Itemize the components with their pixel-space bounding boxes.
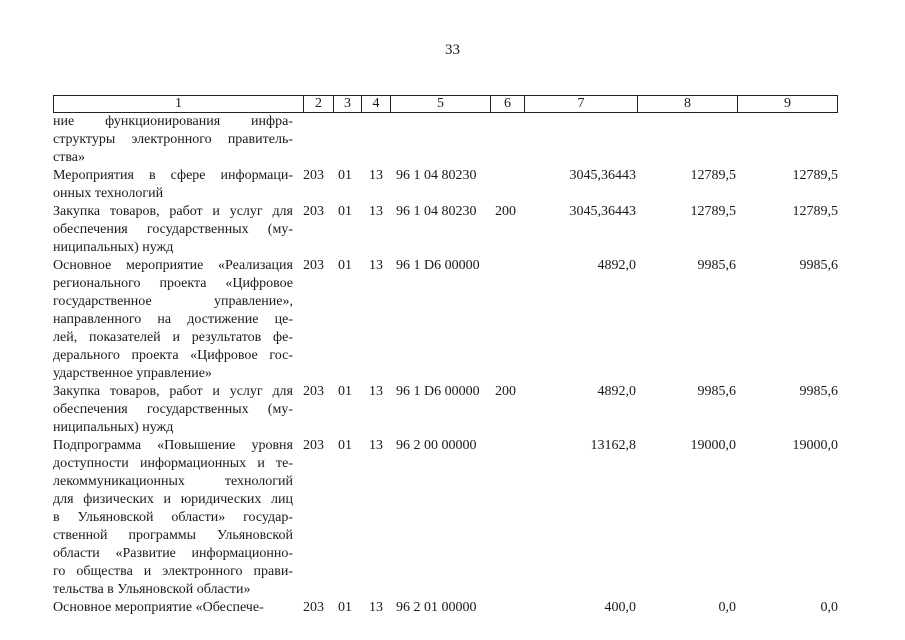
cell-c8: 12789,5: [690, 168, 736, 183]
cell-c4: 13: [369, 438, 383, 453]
description-line: Основное мероприятие «Реализация: [53, 258, 293, 273]
cell-c5: 96 1 D6 00000: [396, 384, 480, 399]
description-line: обеспечения государственных (му-: [53, 222, 293, 237]
header-col-9: 9: [737, 96, 837, 112]
description-line: регионального проекта «Цифровое: [53, 276, 293, 291]
header-col-6: 6: [490, 96, 524, 112]
description-line: лекоммуникационных технологий: [53, 474, 293, 489]
description-line: области «Развитие информационно-: [53, 546, 293, 561]
description-line: онных технологий: [53, 186, 164, 201]
header-col-1: 1: [175, 96, 182, 111]
description-line: Мероприятия в сфере информаци-: [53, 168, 293, 183]
description-line: ниципальных) нужд: [53, 420, 174, 435]
description-line: Основное мероприятие «Обеспече-: [53, 600, 264, 615]
cell-c9: 9985,6: [799, 258, 838, 273]
cell-c8: 12789,5: [690, 204, 736, 219]
description-line: обеспечения государственных (му-: [53, 402, 293, 417]
cell-c8: 9985,6: [697, 384, 736, 399]
table-body: [53, 113, 853, 617]
cell-c7: 4892,0: [597, 384, 636, 399]
table-row: [53, 599, 853, 617]
cell-c4: 13: [369, 384, 383, 399]
description-line: структуры электронного правитель-: [53, 132, 293, 147]
cell-c6: 200: [495, 204, 516, 219]
header-col-7: 7: [524, 96, 637, 112]
cell-c3: 01: [338, 438, 352, 453]
row-description: [53, 167, 293, 203]
table-header: [53, 95, 838, 113]
cell-c3: 01: [338, 168, 352, 183]
table-row: [53, 167, 853, 203]
cell-c2: 203: [303, 204, 324, 219]
cell-c2: 203: [303, 438, 324, 453]
cell-c4: 13: [369, 258, 383, 273]
cell-c7: 400,0: [604, 600, 636, 615]
row-description: [53, 599, 293, 617]
description-line: ственной программы Ульяновской: [53, 528, 293, 543]
description-line: ниципальных) нужд: [53, 240, 174, 255]
row-description: [53, 113, 293, 167]
cell-c4: 13: [369, 168, 383, 183]
cell-c5: 96 1 04 80230: [396, 168, 477, 183]
header-col-2: 2: [303, 96, 333, 112]
cell-c5: 96 1 04 80230: [396, 204, 477, 219]
cell-c9: 9985,6: [799, 384, 838, 399]
cell-c4: 13: [369, 600, 383, 615]
description-line: доступности информационных и те-: [53, 456, 293, 471]
cell-c9: 0,0: [820, 600, 838, 615]
cell-c6: 200: [495, 384, 516, 399]
page-number: 33: [445, 42, 460, 58]
cell-c8: 9985,6: [697, 258, 736, 273]
table-row: [53, 203, 853, 257]
description-line: тельства в Ульяновской области»: [53, 582, 251, 597]
description-line: дерального проекта «Цифровое гос-: [53, 348, 293, 363]
row-description: [53, 383, 293, 437]
cell-c3: 01: [338, 384, 352, 399]
cell-c9: 12789,5: [792, 204, 838, 219]
description-line: Закупка товаров, работ и услуг для: [53, 204, 293, 219]
cell-c7: 3045,36443: [569, 168, 636, 183]
description-line: ние функционирования инфра-: [53, 114, 293, 129]
cell-c5: 96 2 01 00000: [396, 600, 477, 615]
cell-c2: 203: [303, 600, 324, 615]
row-description: [53, 257, 293, 383]
cell-c3: 01: [338, 600, 352, 615]
cell-c3: 01: [338, 258, 352, 273]
table-row: [53, 437, 853, 599]
description-line: государственное управление»,: [53, 294, 293, 309]
cell-c8: 0,0: [718, 600, 736, 615]
cell-c9: 19000,0: [792, 438, 838, 453]
header-col-3: 3: [333, 96, 361, 112]
cell-c2: 203: [303, 258, 324, 273]
cell-c3: 01: [338, 204, 352, 219]
cell-c9: 12789,5: [792, 168, 838, 183]
description-line: направленного на достижение це-: [53, 312, 293, 327]
description-line: ударственное управление»: [53, 366, 212, 381]
cell-c8: 19000,0: [690, 438, 736, 453]
table-row: [53, 383, 853, 437]
cell-c5: 96 1 D6 00000: [396, 258, 480, 273]
cell-c2: 203: [303, 168, 324, 183]
cell-c2: 203: [303, 384, 324, 399]
table-row: [53, 113, 853, 167]
description-line: для физических и юридических лиц: [53, 492, 293, 507]
description-line: Подпрограмма «Повышение уровня: [53, 438, 293, 453]
cell-c7: 4892,0: [597, 258, 636, 273]
description-line: Закупка товаров, работ и услуг для: [53, 384, 293, 399]
description-line: лей, показателей и результатов фе-: [53, 330, 293, 345]
description-line: го общества и электронного прави-: [53, 564, 293, 579]
header-col-8: 8: [637, 96, 737, 112]
header-col-5: 5: [390, 96, 490, 112]
cell-c4: 13: [369, 204, 383, 219]
row-description: [53, 203, 293, 257]
cell-c5: 96 2 00 00000: [396, 438, 477, 453]
cell-c7: 3045,36443: [569, 204, 636, 219]
row-description: [53, 437, 293, 599]
description-line: в Ульяновской области» государ-: [53, 510, 293, 525]
cell-c7: 13162,8: [590, 438, 636, 453]
header-col-4: 4: [361, 96, 390, 112]
description-line: ства»: [53, 150, 85, 165]
table-row: [53, 257, 853, 383]
